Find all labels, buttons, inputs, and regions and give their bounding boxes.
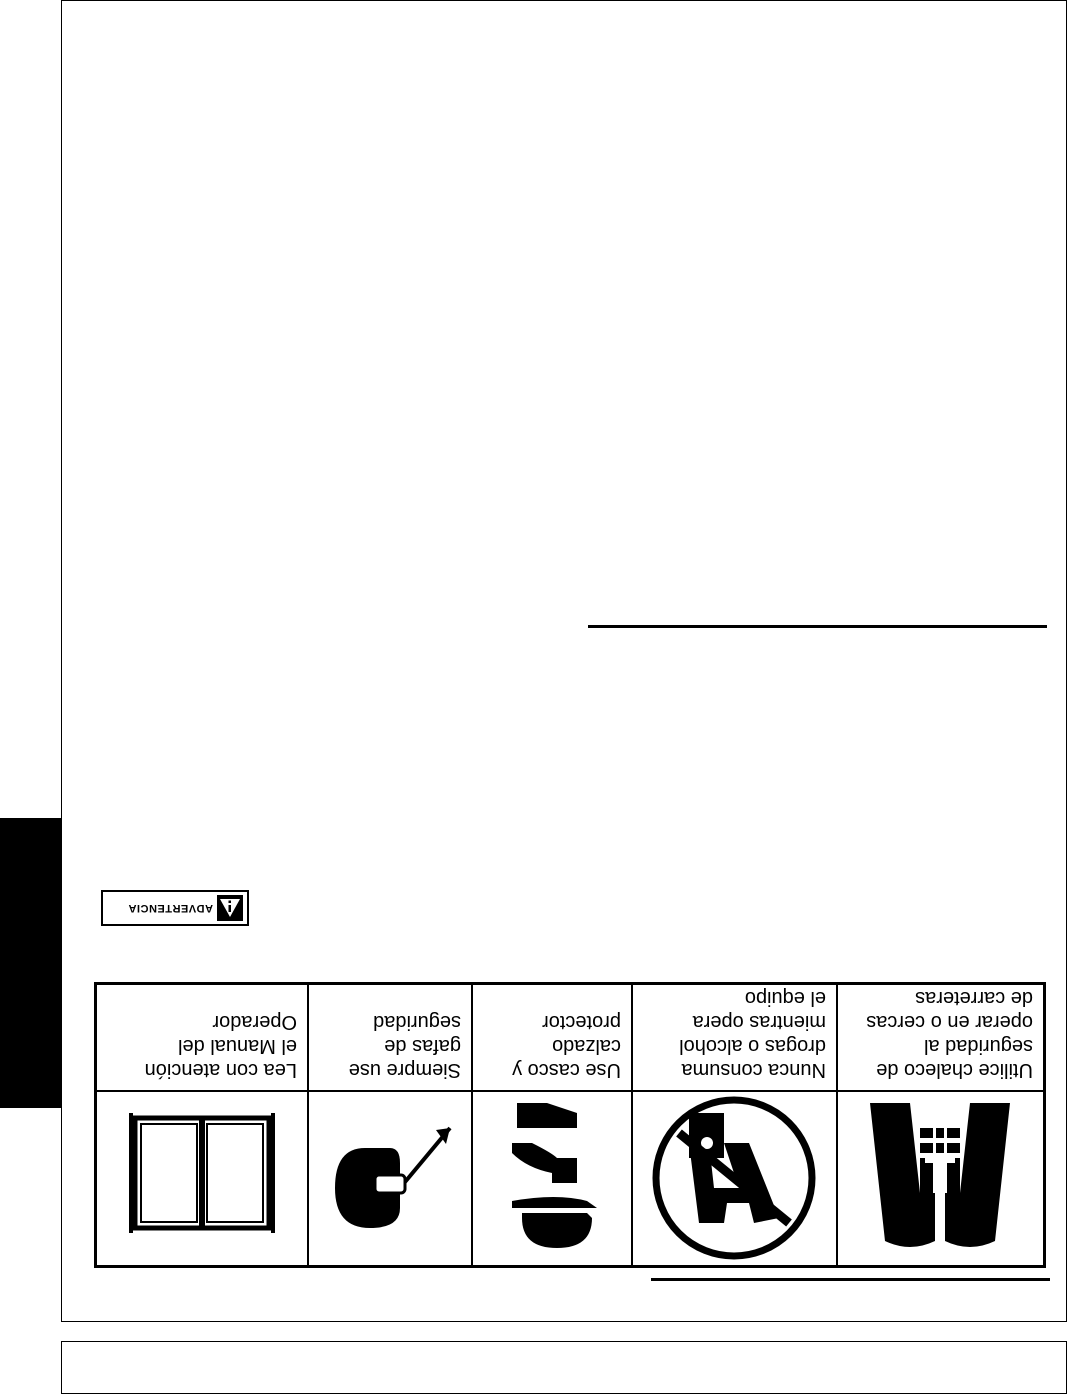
safety-pictogram-table [94,982,1046,1268]
divider-rule [651,1278,1050,1281]
divider-rule [588,625,1047,628]
operator-manual-icon [97,1090,307,1265]
warning-triangle-icon [217,895,243,921]
warning-label: ADVERTENCIA [128,902,213,914]
section-tab [0,818,61,1108]
footer-box [61,1341,1067,1394]
safety-glasses-icon [307,1090,471,1265]
hard-hat-boot-caption: Use casco y calzado protector [471,985,631,1090]
warning-badge [101,890,249,926]
safety-decal [88,890,1046,1268]
operator-manual-caption: Lea con atención el Manual del Operador [144,1011,297,1081]
safety-vest-icon [836,1090,1043,1265]
hard-hat-boot-icon [471,1090,631,1265]
no-drugs-alcohol-caption: Nunca consuma drogas o alcohol mientras opera el equipo [631,985,836,1090]
safety-vest-caption: Utilice chaleco de seguridad al operar en o cercas de carreteras [836,985,1043,1090]
safety-glasses-caption: Siempre use gafas de seguridad [307,985,471,1090]
no-drugs-alcohol-icon [631,1090,836,1265]
